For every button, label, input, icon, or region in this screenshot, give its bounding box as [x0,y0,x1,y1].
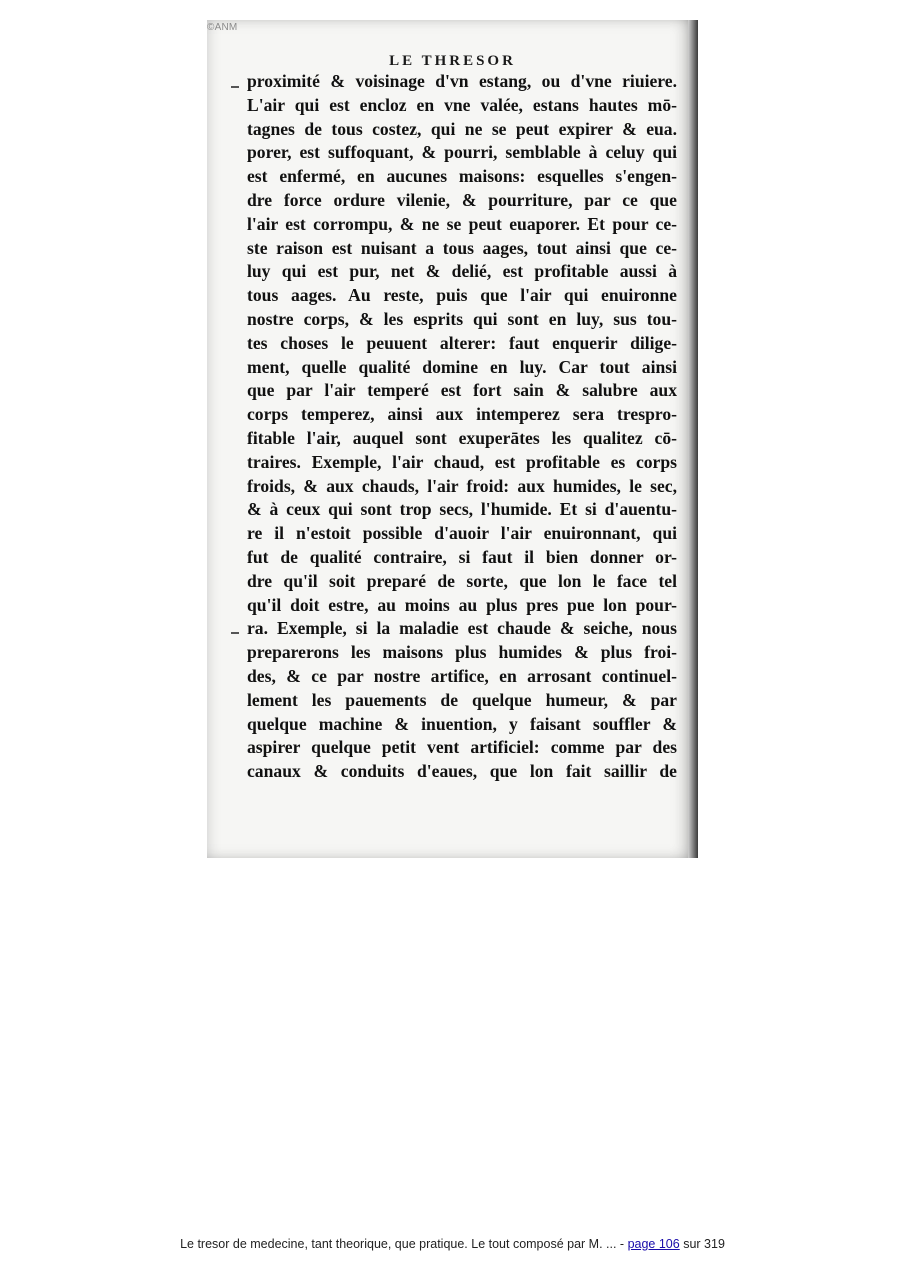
text-line: des, & ce par nostre artifice, en arrosant continuel- [247,665,677,686]
text-line: dre qu'il soit preparé de sorte, que lon le face tel [247,570,677,591]
margin-mark [231,632,239,634]
running-head: LE THRESOR [389,53,516,69]
text-line: que par l'air temperé est fort sain & salubre aux [247,380,677,401]
text-line: preparerons les maisons plus humides & plus froi- [247,642,677,663]
text-line: dre force ordure vilenie, & pourriture, par ce que [247,189,677,210]
text-line: ment, quelle qualité domine en luy. Car tout ainsi [247,356,677,377]
text-line: aspirer quelque petit vent artificiel: comme par des [247,737,677,758]
text-line: ra. Exemple, si la maladie est chaude & seiche, nous [247,618,677,639]
text-line: tes choses le peuuent alterer: faut enquerir dilige- [247,332,677,353]
text-line: traires. Exemple, l'air chaud, est profitable es corps [247,451,677,472]
text-line: froids, & aux chauds, l'air froid: aux humides, le sec, [247,475,677,496]
text-line: ste raison est nuisant a tous aages, tout ainsi que ce- [247,237,677,258]
text-line: L'air qui est encloz en vne valée, estans hautes mō- [247,94,677,115]
document-title: Le tresor de medecine, tant theorique, que pratique. Le tout composé par M. ... - [180,1237,625,1251]
text-line: fut de qualité contraire, si faut il bien donner or- [247,546,677,567]
watermark: ©ANM [207,22,238,33]
text-line: l'air est corrompu, & ne se peut euaporer. Et pour ce- [247,213,677,234]
text-line: tous aages. Au reste, puis que l'air qui enuironne [247,285,677,306]
text-line: re il n'estoit possible d'auoir l'air enuironnant, qui [247,523,677,544]
page-link[interactable]: page 106 [627,1237,680,1251]
text-line: nostre corps, & les esprits qui sont en luy, sus tou- [247,308,677,329]
text-line: canaux & conduits d'eaues, que lon fait saillir de [247,761,677,782]
text-line: porer, est suffoquant, & pourri, semblable à celuy qui [247,142,677,163]
page-count: sur 319 [683,1237,725,1251]
page-binding-shadow [688,20,698,858]
text-line: tagnes de tous costez, qui ne se peut expirer & eua. [247,118,677,139]
text-line: proximité & voisinage d'vn estang, ou d'vne riuiere. [247,71,677,91]
scanned-page [207,20,698,858]
page-body-text [247,70,677,784]
text-line: lement les pauements de quelque humeur, & par [247,689,677,710]
text-line: & à ceux qui sont trop secs, l'humide. Et si d'auentu- [247,499,677,520]
text-line: est enfermé, en aucunes maisons: esquelles s'engen- [247,166,677,187]
text-line: qu'il doit estre, au moins au plus pres pue lon pour- [247,594,677,615]
text-line: quelque machine & inuention, y faisant souffler & [247,713,677,734]
text-line: luy qui est pur, net & delié, est profitable aussi à [247,261,677,282]
page-footer [0,1237,905,1251]
text-line: fitable l'air, auquel sont exuperātes les qualitez cō- [247,427,677,448]
text-line: corps temperez, ainsi aux intemperez sera trespro- [247,404,677,425]
margin-mark [231,86,239,88]
